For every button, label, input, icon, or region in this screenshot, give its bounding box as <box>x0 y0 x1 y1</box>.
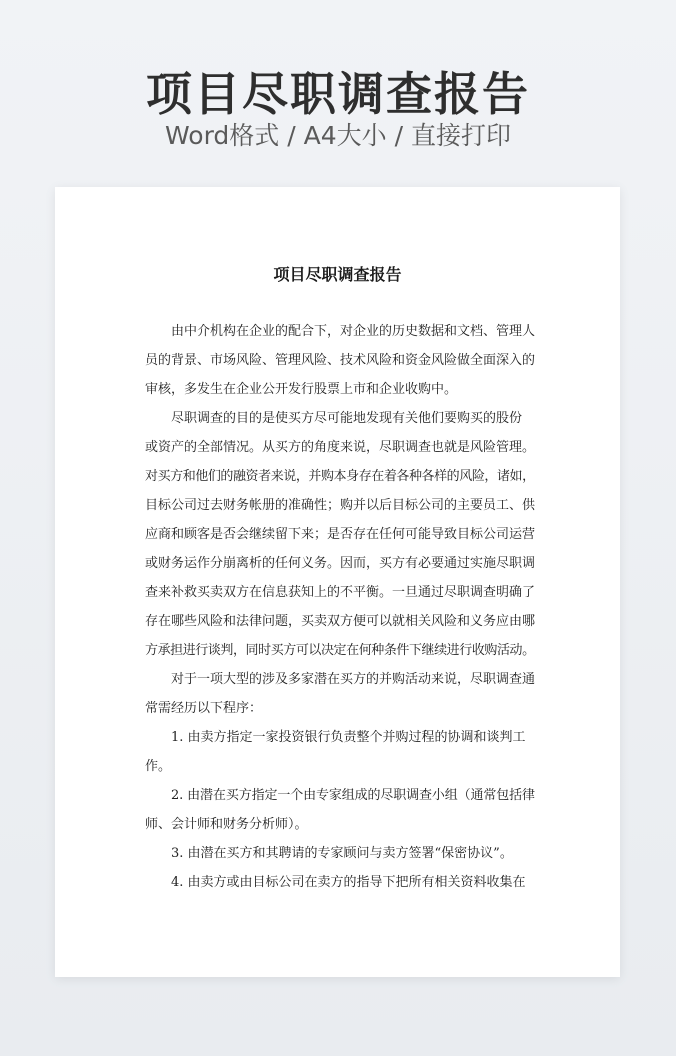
list-item-line: 1. 由卖方指定一家投资银行负责整个并购过程的协调和谈判工 <box>171 730 526 745</box>
paragraph-line: 目标公司过去财务帐册的准确性；购并以后目标公司的主要员工、供 <box>145 498 536 513</box>
paragraph-line: 由中介机构在企业的配合下，对企业的历史数据和文档、管理人 <box>171 324 536 339</box>
paragraph-line: 或资产的全部情况。从买方的角度来说，尽职调查也就是风险管理。 <box>145 440 536 455</box>
paragraph-line: 对于一项大型的涉及多家潜在买方的并购活动来说，尽职调查通 <box>171 672 536 687</box>
list-item-line: 3. 由潜在买方和其聘请的专家顾问与卖方签署“保密协议”。 <box>171 846 513 861</box>
document-page <box>55 187 620 977</box>
list-item-line: 2. 由潜在买方指定一个由专家组成的尽职调查小组（通常包括律 <box>171 788 535 803</box>
paragraph-line: 存在哪些风险和法律问题，买卖双方便可以就相关风险和义务应由哪 <box>145 614 536 629</box>
paragraph-line: 应商和顾客是否会继续留下来；是否存在任何可能导致目标公司运营 <box>145 527 536 542</box>
paragraph-line: 审核，多发生在企业公开发行股票上市和企业收购中。 <box>145 382 458 397</box>
banner-title: 项目尽职调查报告 <box>146 67 530 121</box>
banner-subtitle: Word格式 / A4大小 / 直接打印 <box>165 121 511 150</box>
list-item-line: 4. 由卖方或由目标公司在卖方的指导下把所有相关资料收集在 <box>171 875 526 890</box>
paragraph-line: 对买方和他们的融资者来说，并购本身存在着各种各样的风险，诸如， <box>145 469 535 484</box>
paragraph-line: 员的背景、市场风险、管理风险、技术风险和资金风险做全面深入的 <box>145 353 536 368</box>
paragraph-line: 查来补救买卖双方在信息获知上的不平衡。一旦通过尽职调查明确了 <box>145 585 536 600</box>
list-item-line: 作。 <box>145 759 172 774</box>
list-item-line: 师、会计师和财务分析师）。 <box>145 817 308 832</box>
paragraph-line: 常需经历以下程序： <box>145 701 263 716</box>
document-body <box>145 317 535 897</box>
document-title: 项目尽职调查报告 <box>273 265 402 284</box>
paragraph-line: 或财务运作分崩离析的任何义务。因而，买方有必要通过实施尽职调 <box>145 556 536 571</box>
paragraph-line: 方承担进行谈判，同时买方可以决定在何种条件下继续进行收购活动。 <box>145 643 535 658</box>
paragraph-line: 尽职调查的目的是使买方尽可能地发现有关他们要购买的股份 <box>171 411 523 426</box>
